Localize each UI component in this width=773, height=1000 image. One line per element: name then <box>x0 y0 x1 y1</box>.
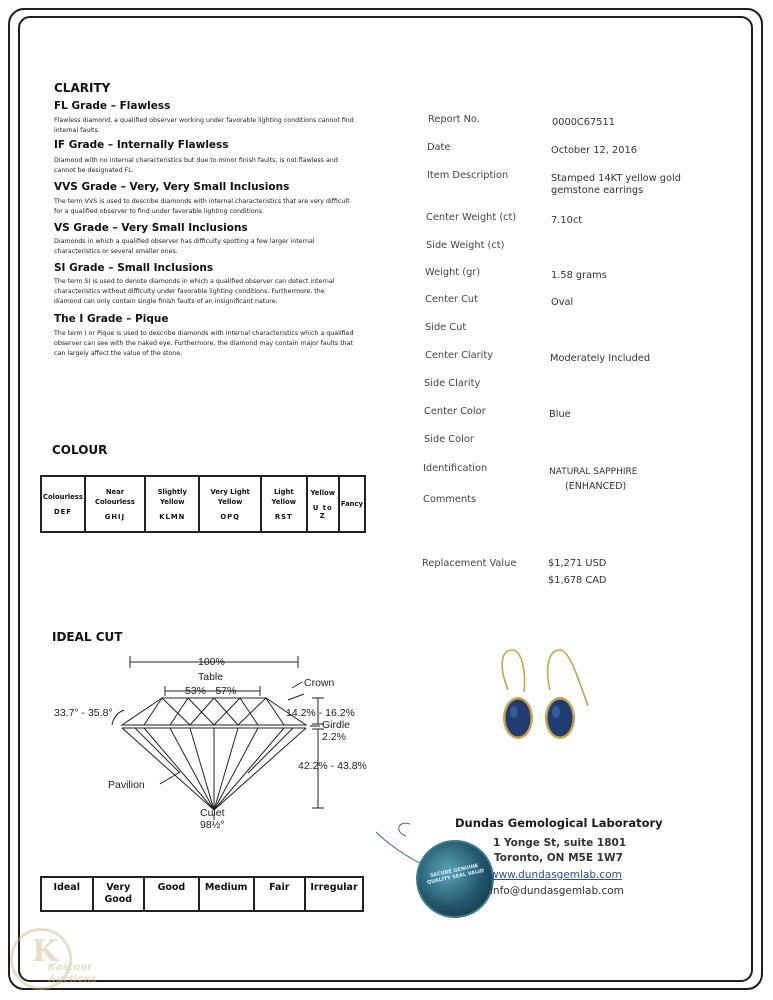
colour-cell-label: Very Light Yellow <box>210 488 250 506</box>
clarity-grade-title: The I Grade – Pique <box>54 313 169 325</box>
lab-address-line2: Toronto, ON M5E 1W7 <box>494 852 623 864</box>
clarity-grade-desc: Flawless diamond, a qualified observer working under favorable lighting conditions cannot find internal faults. <box>54 117 354 134</box>
report-field-label: Side Color <box>424 434 474 445</box>
watermark-letter: K <box>32 934 59 969</box>
report-field-value: Oval <box>551 297 574 308</box>
colour-cell-label: Colourless <box>43 493 83 501</box>
report-field-value: NATURAL SAPPHIRE <box>549 467 638 477</box>
diagram-pavilion-label: Pavilion <box>108 779 145 791</box>
earring-hook <box>502 650 524 692</box>
diagram-culet-value: 98½° <box>200 819 225 831</box>
diagram-table-label: Table <box>198 671 224 683</box>
clarity-grade-title: IF Grade – Internally Flawless <box>54 139 229 151</box>
watermark-line1: Kastner <box>48 962 93 973</box>
colour-cell-label: Light Yellow <box>271 488 297 506</box>
cut-grade-cell: Medium <box>199 877 254 911</box>
colour-cell-label: Yellow <box>310 489 335 497</box>
cut-grade-cell: Ideal <box>41 877 93 911</box>
colour-cell-value: RST <box>274 513 293 521</box>
colour-cell <box>307 476 339 532</box>
replacement-cad: $1,678 CAD <box>548 575 607 586</box>
cut-grade-cell: Good <box>144 877 199 911</box>
clarity-heading: CLARITY <box>54 81 111 95</box>
diagram-girdle-value: 2.2% <box>322 731 346 743</box>
report-field-label: Comments <box>423 494 477 505</box>
clarity-grade-title: VVS Grade – Very, Very Small Inclusions <box>54 181 290 193</box>
cut-grade-cell: Irregular <box>305 877 363 911</box>
report-field-label: Center Clarity <box>425 350 494 361</box>
earrings-photo <box>488 644 612 748</box>
diamond-proportion-diagram <box>40 648 380 838</box>
hologram-seal <box>416 840 494 918</box>
colour-cell-value: U to Z <box>312 504 333 520</box>
colour-cell <box>199 476 260 532</box>
diagram-crown-angle: 33.7° - 35.8° <box>54 707 113 719</box>
clarity-grade-title: SI Grade – Small Inclusions <box>54 262 214 274</box>
report-field-label: Center Weight (ct) <box>426 212 517 223</box>
clarity-grade-desc: Diamonds in which a qualified observer has difficulty spotting a few larger internal characteristics or several smaller ones. <box>54 238 315 255</box>
sapphire-stone <box>506 700 531 737</box>
colour-cell-label: Fancy <box>340 500 363 508</box>
colour-cell-value: GHIJ <box>104 513 126 521</box>
report-field-label: Side Clarity <box>424 378 481 389</box>
report-field-label: Side Weight (ct) <box>426 240 505 251</box>
colour-cell <box>339 476 365 532</box>
clarity-grade-desc: Diamond with no internal characteristics but due to minor finish faults, is not flawless and cannot be designated FL. <box>54 157 338 174</box>
cut-grade-cell: Fair <box>254 877 306 911</box>
report-field-value: October 12, 2016 <box>551 145 637 156</box>
report-field-value: 0000C67511 <box>552 117 615 128</box>
report-field-label: Report No. <box>428 114 480 125</box>
diagram-crown-label: Crown <box>304 677 335 689</box>
clarity-grade-desc: The term I or Pique is used to describe diamonds with internal characteristics which a qualified observer can see with the naked eye. Furthermore, the diamond may contain major faults that can largely affect the value of the stone. <box>54 330 354 357</box>
colour-cell-value: KLMN <box>159 513 186 521</box>
lab-name: Dundas Gemological Laboratory <box>455 816 663 830</box>
identification-note: (ENHANCED) <box>565 481 627 492</box>
report-field-value: Blue <box>549 409 571 420</box>
lab-website-link[interactable]: www.dundasgemlab.com <box>490 869 622 881</box>
replacement-usd: $1,271 USD <box>548 558 607 569</box>
sapphire-stone <box>548 700 573 737</box>
report-field-label: Item Description <box>427 170 509 181</box>
earring-hook <box>548 650 588 706</box>
auction-watermark-logo <box>10 928 110 990</box>
report-field-label: Weight (gr) <box>425 267 481 278</box>
watermark-line2: Auctions <box>48 974 97 985</box>
report-field-label: Side Cut <box>425 322 467 333</box>
diagram-crown-height: 14.2% - 16.2% <box>286 707 355 719</box>
diagram-total-width-label: 100% <box>198 656 225 668</box>
colour-cell <box>145 476 199 532</box>
colour-heading: COLOUR <box>52 443 108 457</box>
diagram-girdle-label: Girdle <box>322 719 351 731</box>
clarity-grade-desc: The term VVS is used to describe diamonds with internal characteristics that are very difficult for a qualified observer to find under favorable lighting conditions. <box>54 198 350 215</box>
report-field-label: Identification <box>423 463 488 474</box>
report-field-label: Center Cut <box>425 294 478 305</box>
replacement-value-label: Replacement Value <box>422 558 517 569</box>
colour-scale-table <box>40 475 366 533</box>
cut-grade-table <box>40 876 364 912</box>
report-field-label: Date <box>427 142 451 153</box>
report-field-value: Moderately Included <box>550 353 651 364</box>
colour-cell-value: OPQ <box>220 513 240 521</box>
report-field-value: Stamped 14KT yellow gold gemstone earrings <box>551 173 681 196</box>
diagram-pavilion-depth: 42.2% - 43.8% <box>298 760 367 772</box>
colour-cell-label: Near Colourless <box>95 488 135 506</box>
colour-cell-value: DEF <box>53 508 72 516</box>
cut-grade-cell: Very Good <box>93 877 145 911</box>
colour-cell-label: Slightly Yellow <box>157 488 187 506</box>
colour-cell <box>41 476 85 532</box>
report-field-label: Center Color <box>424 406 486 417</box>
colour-cell <box>261 476 307 532</box>
report-field-value: 7.10ct <box>551 215 583 226</box>
report-field-value: 1.58 grams <box>551 270 607 281</box>
diagram-table-range: 53% - 57% <box>185 685 237 697</box>
lab-email[interactable]: info@dundasgemlab.com <box>490 885 624 897</box>
diagram-culet-label: Culet <box>200 807 225 819</box>
colour-cell <box>85 476 145 532</box>
lab-address-line1: 1 Yonge St, suite 1801 <box>493 837 627 849</box>
clarity-grade-title: FL Grade – Flawless <box>54 100 171 112</box>
clarity-grade-desc: The term SI is used to denote diamonds in which a qualified observer can detect internal characteristics without difficulty under favorable lighting conditions. Furthermore, the diamond can only contain single finish faults of an insignificant nature. <box>54 278 335 305</box>
seal-text: SECURE GENUINE QUALITY SEAL VALID <box>426 863 485 886</box>
ideal-cut-heading: IDEAL CUT <box>52 630 123 644</box>
clarity-grade-title: VS Grade – Very Small Inclusions <box>54 222 248 234</box>
